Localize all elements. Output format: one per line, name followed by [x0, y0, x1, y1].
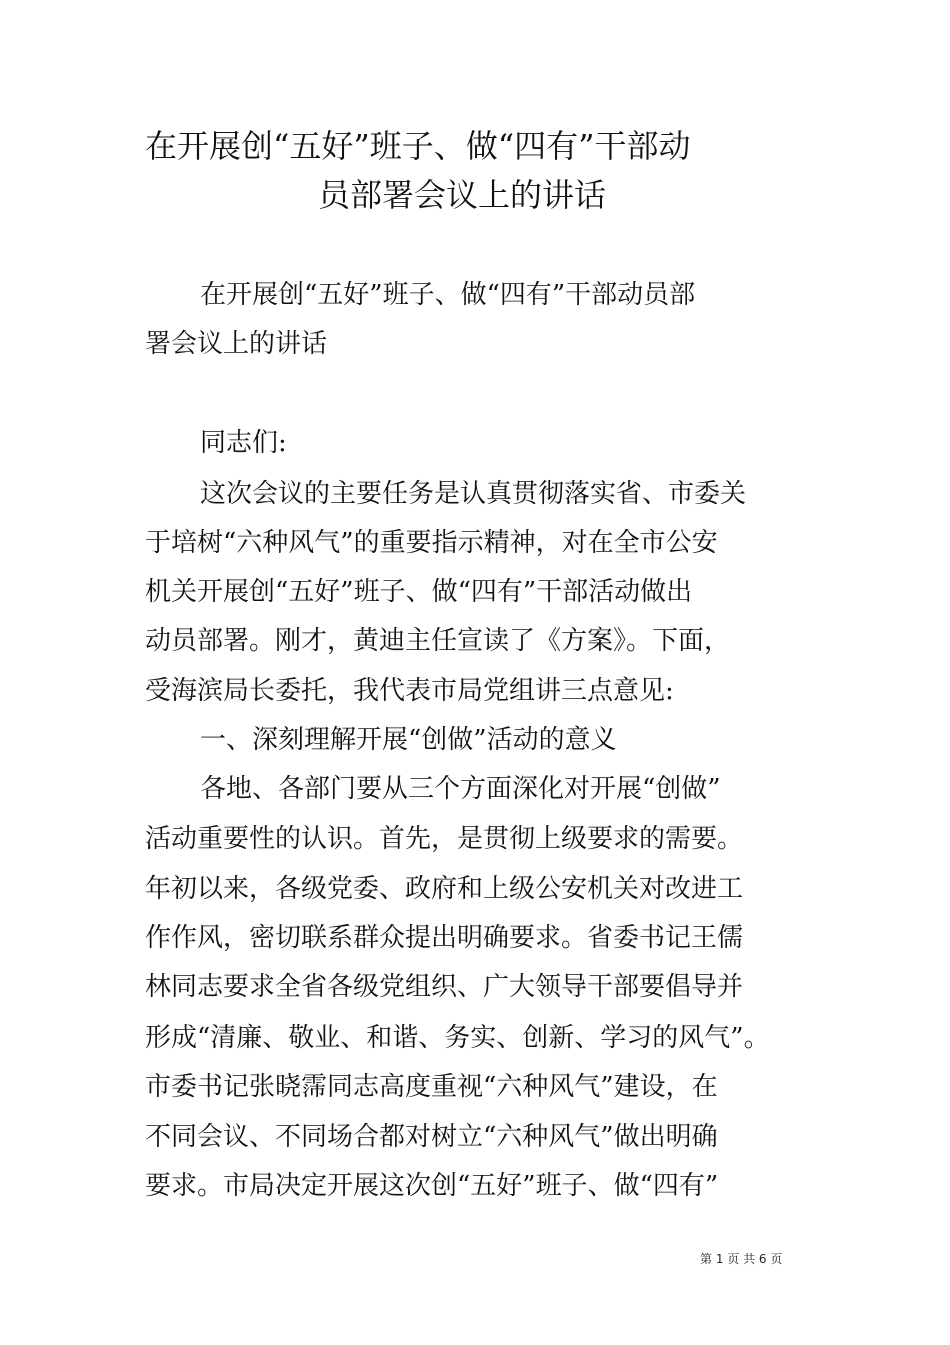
- paragraph-line: 活动重要性的认识。首先，是贯彻上级要求的需要。: [145, 824, 744, 854]
- document-title-line-2: 员部署会议上的讲话: [318, 176, 607, 214]
- paragraph-line: 动员部署。刚才，黄迪主任宣读了《方案》。下面，: [145, 626, 731, 656]
- subtitle-line-2: 署会议上的讲话: [145, 329, 328, 359]
- subtitle-line-1: 在开展创“五好”班子、做“四有”干部动员部: [200, 280, 696, 310]
- paragraph-line: 市委书记张晓霈同志高度重视“六种风气”建设，在: [145, 1072, 718, 1102]
- section-heading: 一、深刻理解开展“创做”活动的意义: [200, 725, 617, 755]
- salutation: 同志们:: [200, 428, 287, 458]
- paragraph-line: 作作风，密切联系群众提出明确要求。省委书记王儒: [145, 923, 744, 953]
- paragraph-line: 于培树“六种风气”的重要指示精神，对在全市公安: [145, 528, 718, 558]
- paragraph-line: 形成“清廉、敬业、和谐、务实、创新、学习的风气”。: [145, 1023, 770, 1053]
- document-title-line-1: 在开展创“五好”班子、做“四有”干部动: [145, 127, 691, 165]
- paragraph-line: 林同志要求全省各级党组织、广大领导干部要倡导并: [145, 972, 744, 1002]
- paragraph-line: 这次会议的主要任务是认真贯彻落实省、市委关: [200, 479, 747, 509]
- paragraph-line: 不同会议、不同场合都对树立“六种风气”做出明确: [145, 1122, 718, 1152]
- paragraph-line: 年初以来，各级党委、政府和上级公安机关对改进工: [145, 874, 744, 904]
- paragraph-line: 各地、各部门要从三个方面深化对开展“创做”: [200, 774, 721, 804]
- paragraph-line: 要求。市局决定开展这次创“五好”班子、做“四有”: [145, 1171, 719, 1201]
- paragraph-line: 机关开展创“五好”班子、做“四有”干部活动做出: [145, 577, 693, 607]
- page-number-footer: 第 1 页 共 6 页: [700, 1252, 783, 1266]
- paragraph-line: 受海滨局长委托，我代表市局党组讲三点意见:: [145, 676, 674, 706]
